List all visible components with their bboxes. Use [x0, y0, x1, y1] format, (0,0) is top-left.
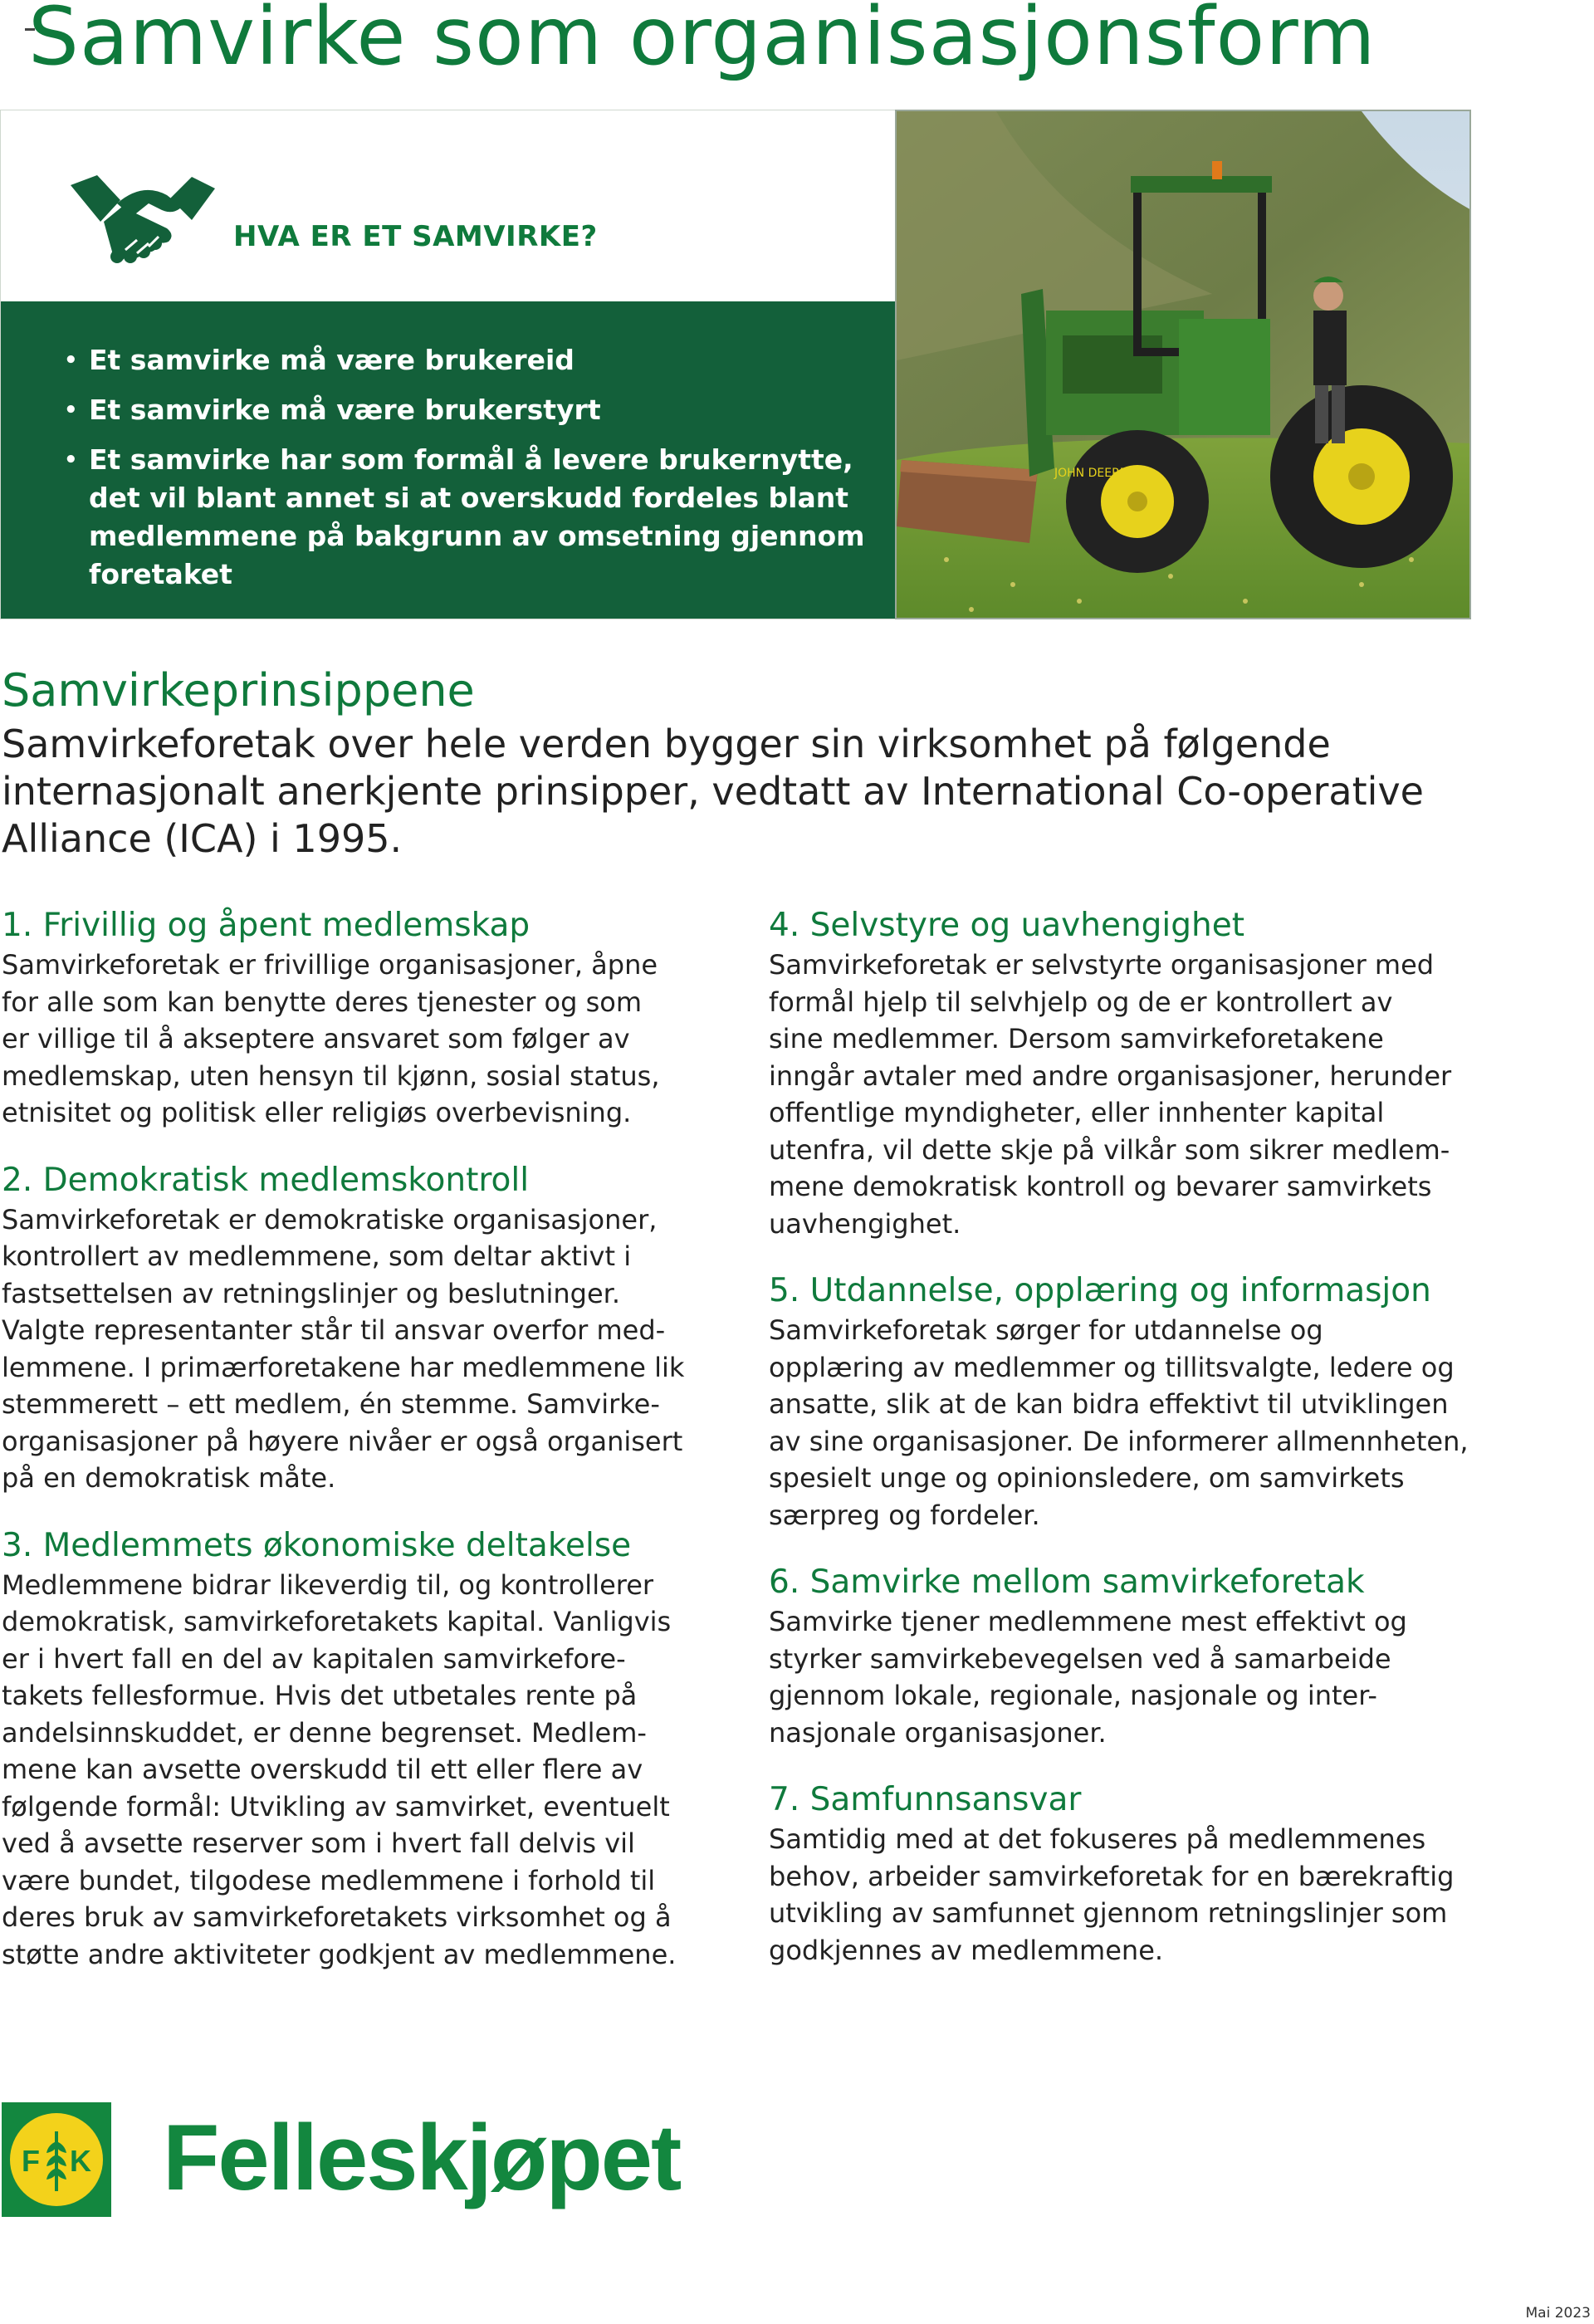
principle-title: 4. Selvstyre og uavhengighet: [769, 907, 1245, 944]
info-panel: [0, 110, 895, 619]
principles-column-left: [2, 905, 732, 2001]
principle-body: Samvirkeforetak er selvstyrte organisasjoner med formål hjelp til selvhjelp og de er kontrollert av sine medlemmer. Dersom samvirkeforetakene inngår avtaler med andre organisasjoner, herunder offentlige myndigheter, eller innhenter kapital utenfra, vil dette skje på vilkår som sikrer medlem- mene demokratisk kontroll og bevarer samvirkets uavhengighet.: [769, 949, 1452, 1240]
tractor-photo: [895, 110, 1471, 619]
principle-body: Samvirkeforetak sørger for utdannelse og opplæring av medlemmer og tillitsvalgte, ledere og ansatte, slik at de kan bidra effektivt til utviklingen av sine organisasjoner. De informerer allmennheten, spesielt unge og opinionsledere, om samvirkets særpreg og fordeler.: [769, 1314, 1469, 1531]
principle-2: [2, 1160, 732, 1497]
handshake-icon: [67, 170, 218, 272]
principles-title: Samvirkeprinsippene: [2, 664, 475, 717]
principles-column-right: [769, 905, 1499, 1997]
page-title: Samvirke som organisasjonsform: [28, 0, 1376, 83]
felleskjopet-logo-mark: [2, 2102, 111, 2217]
tractor-brand-label: JOHN DEERE: [1054, 467, 1127, 480]
info-bullet: • Et samvirke må være brukereid: [64, 341, 878, 379]
principle-5: [769, 1270, 1499, 1534]
svg-text:K: K: [70, 2144, 91, 2178]
principles-intro: Samvirkeforetak over hele verden bygger sin virksomhet på følgende internasjonalt anerkjente prinsipper, vedtatt av International Co-operative Alliance (ICA) i 1995.: [2, 722, 1424, 861]
principle-body: Samvirke tjener medlemmene mest effektivt og styrker samvirkebevegelsen ved å samarbeide gjennom lokale, regionale, nasjonale og inter- nasjonale organisasjoner.: [769, 1606, 1407, 1749]
principle-1: [2, 905, 732, 1132]
principle-4: [769, 905, 1499, 1242]
principle-title: 2. Demokratisk medlemskontroll: [2, 1161, 530, 1199]
date-label: Mai 2023: [1525, 2305, 1591, 2322]
info-bullet-list: [64, 341, 878, 605]
principle-body: Samvirkeforetak er demokratiske organisasjoner, kontrollert av medlemmene, som deltar aktivt i fastsettelsen av retningslinjer og beslutninger. Valgte representanter står til ansvar overfor med- lemmene. I primærforetakene har medlemmene lik stemmerett – ett medlem, én stemme. Samvirke- organisasjoner på høyere nivåer er også organisert på en demokratisk måte.: [2, 1203, 685, 1494]
logo-circle: [10, 2113, 103, 2206]
info-header: [1, 110, 895, 301]
wheat-icon: [10, 2113, 103, 2206]
principle-body: Samvirkeforetak er frivillige organisasjoner, åpne for alle som kan benytte deres tjenester og som er villige til å akseptere ansvaret som følger av medlemskap, uten hensyn til kjønn, sosial status, etnisitet og politisk eller religiøs overbevisning.: [2, 949, 660, 1128]
info-bullet: • Et samvirke må være brukerstyrt: [64, 391, 878, 429]
principle-body: Samtidig med at det fokuseres på medlemmenes behov, arbeider samvirkeforetak for en bærekraftig utvikling av samfunnet gjennom retningslinjer som godkjennes av medlemmene.: [769, 1823, 1455, 1966]
principle-7: [769, 1779, 1499, 1969]
principle-title: 1. Frivillig og åpent medlemskap: [2, 907, 531, 944]
svg-text:F: F: [22, 2144, 40, 2178]
principle-title: 3. Medlemmets økonomiske deltakelse: [2, 1526, 632, 1564]
principle-title: 5. Utdannelse, opplæring og informasjon: [769, 1272, 1431, 1309]
info-bullet: • Et samvirke har som formål å levere brukernytte, det vil blant annet si at overskudd fordeles blant medlemmene på bakgrunn av omsetning gjennom foretaket: [64, 441, 878, 594]
brand-wordmark: Felleskjøpet: [163, 2106, 681, 2209]
principle-title: 6. Samvirke mellom samvirkeforetak: [769, 1563, 1365, 1601]
principle-body: Medlemmene bidrar likeverdig til, og kontrollerer demokratisk, samvirkeforetakets kapital. Vanligvis er i hvert fall en del av kapitalen samvirkefore- takets fellesformue. Hvis det utbetales rente på andelsinnskuddet, er denne begrenset. Medlem- mene kan avsette overskudd til ett eller flere av følgende formål: Utvikling av samvirket, eventuelt ved å avsette reserver som i hvert fall delvis vil være bundet, tilgodese medlemmene i forhold til deres bruk av samvirkeforetakets virksomhet og å støtte andre aktiviteter godkjent av medlemmene.: [2, 1568, 677, 1970]
principle-title: 7. Samfunnsansvar: [769, 1781, 1082, 1818]
tractor-illustration: [897, 111, 1471, 619]
principle-6: [769, 1562, 1499, 1751]
info-body: [1, 301, 895, 619]
info-heading: HVA ER ET SAMVIRKE?: [233, 220, 598, 253]
principle-3: [2, 1525, 732, 1974]
